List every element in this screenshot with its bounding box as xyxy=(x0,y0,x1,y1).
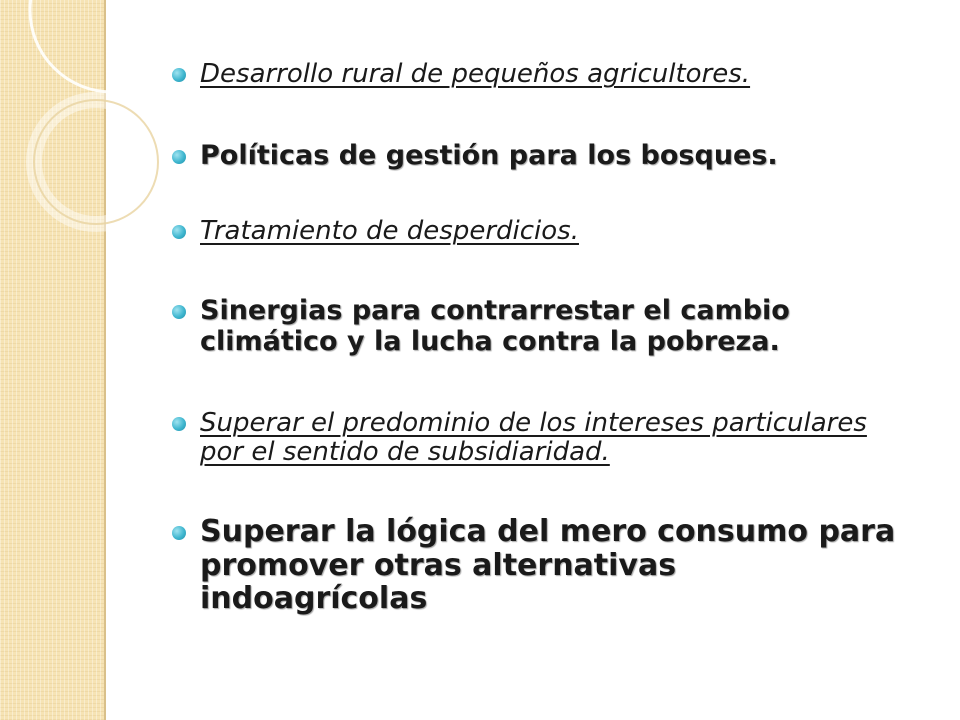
bullet-icon xyxy=(172,225,186,239)
bullet-text: Superar el predominio de los intereses particulares por el sentido de subsidiaridad. xyxy=(200,407,867,468)
bullet-item-subsidiarity xyxy=(170,409,910,467)
bullet-text: Tratamiento de desperdicios. xyxy=(200,216,579,247)
bullet-icon xyxy=(172,68,186,82)
bullet-icon xyxy=(172,150,186,164)
bullet-text: Superar la lógica del mero consumo para promover otras alternativas indoagrícolas xyxy=(200,514,896,617)
bullet-text: Sinergias para contrarrestar el cambio climático y la lucha contra la pobreza. xyxy=(200,295,790,357)
bullet-item-forest-policies xyxy=(170,141,910,171)
bullet-icon xyxy=(172,526,186,540)
bullet-text: Políticas de gestión para los bosques. xyxy=(200,140,778,172)
bullet-icon xyxy=(172,417,186,431)
bullet-item-rural-development xyxy=(170,60,910,89)
bullet-item-waste-treatment xyxy=(170,217,910,246)
bullet-text: Desarrollo rural de pequeños agricultores. xyxy=(200,59,751,89)
bullet-item-consumption-logic xyxy=(170,515,910,616)
bullet-list xyxy=(170,52,910,616)
bullet-icon xyxy=(172,305,186,319)
bullet-item-synergies xyxy=(170,296,910,356)
